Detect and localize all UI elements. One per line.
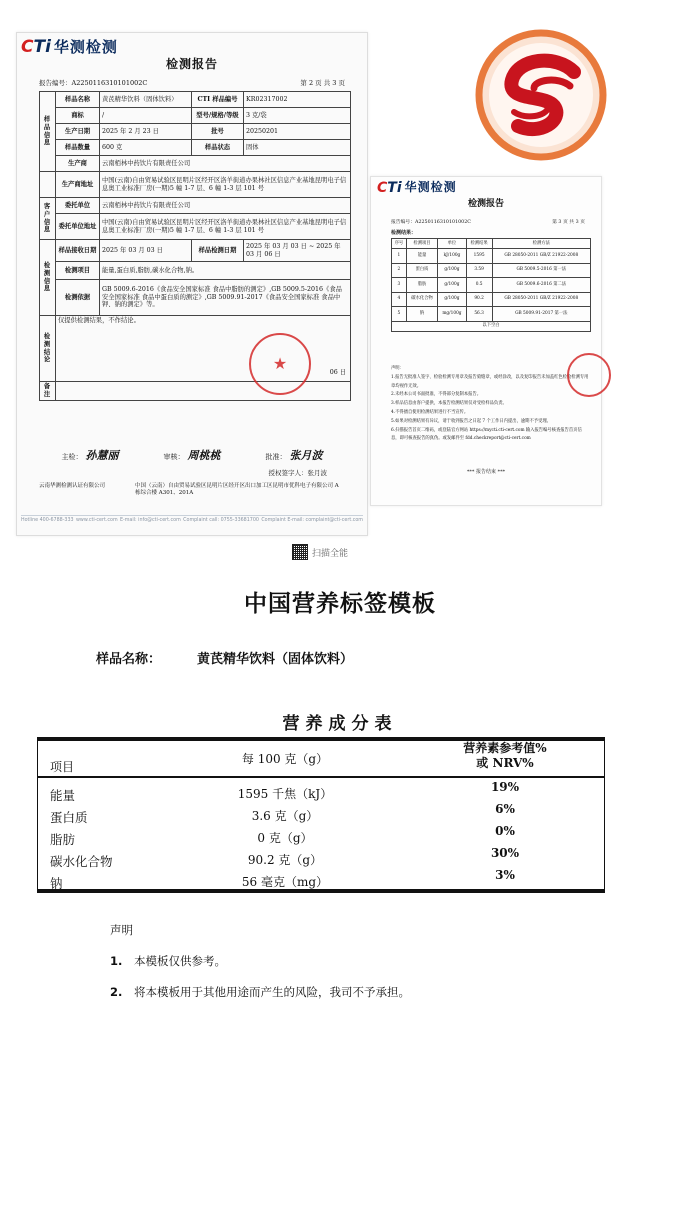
footer-complaint-call: Complaint call: 0755-33681700 [183,518,259,523]
cti-logo-mark: CTi [21,37,51,57]
footer-hotline: Hotline 400-6788-333 [21,518,74,523]
report-number: 报告编号：A2250116310101002C [39,79,148,87]
reviewer-label: 审核： [163,453,185,461]
inspection-stamp [567,353,611,397]
header-nrv [430,741,580,771]
group-conclusion: 检测结论 [40,316,56,382]
group-client-info: 客户信息 [40,198,56,240]
col-method: 检测方法 [492,239,590,249]
reviewer-signature: 周桃桃 [187,449,221,462]
label-sample-name: 样品名称 [56,92,100,108]
cti-logo [377,179,457,197]
blank-marker: 以下空白 [392,321,591,331]
cell-result: 1595 [466,249,492,264]
cti-logo-name: 华测检测 [404,180,457,195]
results-subtitle: 检测结果： [391,230,417,236]
qr-code-icon [292,544,308,560]
table-row [38,868,604,890]
col-no: 序号 [392,239,407,249]
value-client-address: 中国(云南)自由贸易试验区昆明片区经开区洛羊街道办果林社区信息产业基地昆明电子信息奥工业标准厂房(一期)5 幢 1-7 层、6 幢 1-3 层 101 号 [100,214,351,240]
notes-title: 声明： [391,366,404,371]
nutrient-amount: 56 毫克（mg） [241,875,329,889]
nutrient-amount: 90.2 克（g） [247,853,323,867]
header-nrv-line2: 或 NRV% [476,756,534,770]
header-item: 项目 [50,760,75,774]
value-maker-address: 中国(云南)自由贸易试验区昆明片区经开区洛羊街道办果林社区信息产业基地昆明电子信息奥工业标准厂房(一期)5 幢 1-7 层、6 幢 1-3 层 101 号 [100,172,351,198]
approver-signature: 张月波 [289,449,323,462]
note-item: 1.报告无批准人签字、检验检测专用章及报告骑缝章，或经涂改，以及复印报告未加盖红色检验检测专用章均视作无效。 [391,374,589,389]
inspection-stamp [249,333,311,395]
nutrition-table-title: 营养成分表 [282,714,398,734]
table-row [392,292,591,307]
table-row [392,307,591,322]
declaration-item [110,984,410,1000]
value-sample-name: 黄芪精华饮料（固体饮料） [100,92,192,108]
col-result: 检测结果 [466,239,492,249]
report-number: 报告编号：A2250116310101002C [391,220,471,225]
nutrient-amount: 1595 千焦（kJ） [237,787,333,801]
label-test-date: 样品检测日期 [192,240,244,262]
declaration-item [110,953,226,969]
value-prod-date: 2025 年 2 月 23 日 [100,124,192,140]
table-row [38,846,604,868]
authorized-signatory: 授权签字人：张月波 [268,469,327,477]
note-item: 4.不得擅自使用检测结果进行不当宣传。 [391,409,469,415]
conclusion-text: 仅提供检测结果，不作结论。 [58,317,140,324]
nutrition-table-header [38,741,604,778]
cell-no: 4 [392,292,407,307]
label-test-basis: 检测依据 [56,280,100,316]
report-page-3 [370,176,602,506]
col-item: 检测项目 [406,239,437,249]
cell-no: 1 [392,249,407,264]
report-meta [391,220,585,226]
note-item: 5.如果对检测结果有异议，请于收到报告之日起 7 个工作日内提出，逾期不予受理。 [391,418,551,424]
cell-unit: g/100g [438,278,466,293]
table-row [38,824,604,846]
table-row [392,249,591,264]
cell-method: GB 28050-2011 GB/Z 21922-2008 [492,249,590,264]
table-row [38,802,604,824]
cell-method: GB 5009.5-2016 第一法 [492,263,590,278]
value-client: 云南栢林中药饮片有限责任公司 [100,198,351,214]
value-receive-date: 2025 年 03 月 03 日 [100,240,192,262]
cell-item: 碳水化合物 [406,292,437,307]
value-test-basis: GB 5009.6-2016《食品安全国家标准 食品中脂肪的测定》,GB 5009.5-2016《食品安全国家标准 食品中蛋白质的测定》,GB 5009.91-2017《食品安全国家标准 食品中钾、钠的测定》等。 [100,280,351,316]
label-qty: 样品数量 [56,140,100,156]
sample-name-label: 样品名称： [96,652,162,667]
cell-no: 5 [392,307,407,322]
value-brand: / [100,108,192,124]
nutrient-nrv: 6% [495,802,515,816]
footer-email: E-mail: info@cti-cert.com [120,518,181,523]
main-inspector-signature: 孙慧丽 [85,449,119,462]
report-footer [39,483,345,497]
sample-name-value: 黄芪精华饮料（固体饮料） [197,652,354,667]
signature-row [39,449,345,463]
report-contact-bar [21,515,363,524]
report-page-number: 第 3 页 共 3 页 [552,220,585,225]
cti-logo-mark: CTi [377,180,402,196]
nutrient-amount: 3.6 克（g） [251,809,319,823]
cell-method: GB 5009.91-2017 第一法 [492,307,590,322]
footer-website: www.cti-cert.com [75,518,118,523]
approver-label: 批准： [265,453,287,461]
cell-item: 钠 [406,307,437,322]
report-page-2 [16,32,368,536]
value-state: 固体 [244,140,351,156]
label-test-items: 检测项目 [56,262,100,280]
group-remark: 备注 [40,382,56,401]
report-notes [391,365,589,444]
cell-unit: g/100g [438,292,466,307]
label-brand: 商标 [56,108,100,124]
cti-logo-name: 华测检测 [53,38,118,57]
report-meta [39,79,345,87]
declaration-text: 将本模板用于其他用途而产生的风险，我司不予承担。 [134,985,410,999]
label-cti-no: CTI 样品编号 [192,92,244,108]
declaration-text: 本模板仅供参考。 [134,954,226,968]
footer-company: 云南华测检测认证有限公司 [39,483,106,489]
label-receive-date: 样品接收日期 [56,240,100,262]
nutrient-nrv: 0% [495,824,515,838]
table-row [392,278,591,293]
brand-seal-logo [474,28,608,162]
value-model: 3 克/袋 [244,108,351,124]
note-item: 6.扫描报告首页二维码，或登陆官方网站 https://mycti.cti-cert.com 输入报告编号核查报告首页信息，即可核查报告的真伪。或发邮件至 fdd.checkreport@cti-cert.com [391,427,582,442]
note-item: 2.未经本公司书面批准，不得部分复制本报告。 [391,392,482,398]
nutrient-nrv: 3% [495,868,515,882]
report-title: 检测报告 [467,199,504,209]
header-nrv-line1: 营养素参考值% [463,741,547,755]
cell-unit: g/100g [438,263,466,278]
nutrient-nrv: 30% [490,846,520,860]
table-row [38,780,604,802]
nutrient-name: 脂肪 [50,832,76,847]
label-state: 样品状态 [192,140,244,156]
report-page-number: 第 2 页 共 3 页 [300,79,345,87]
scanner-watermark: 扫描全能 [312,549,349,559]
group-test-info: 检测信息 [40,240,56,316]
footer-address: 中国（云南）自由贸易试验区昆明片区经开区出口加工区昆明市优科电子有限公司 A 栋综合楼 A301、201A [135,483,339,496]
value-test-items: 能量,蛋白质,脂肪,碳水化合物,钠。 [100,262,351,280]
report-end: *** 报告结束 *** [466,469,506,475]
declaration-number: 1. [110,954,123,968]
label-batch: 批号 [192,124,244,140]
nutrient-nrv: 19% [490,780,520,794]
cell-no: 3 [392,278,407,293]
nutrient-name: 钠 [50,876,63,891]
cell-unit: mg/100g [438,307,466,322]
report-title: 检测报告 [165,57,218,71]
label-maker: 生产商 [56,156,100,172]
cell-result: 0.5 [466,278,492,293]
cell-method: GB 28050-2011 GB/Z 21922-2008 [492,292,590,307]
cell-result: 90.2 [466,292,492,307]
cell-item: 蛋白质 [406,263,437,278]
cell-unit: kJ/100g [438,249,466,264]
value-batch: 20250201 [244,124,351,140]
nutrition-facts-table [37,737,605,893]
group-sample-info: 样品信息 [40,92,56,172]
label-prod-date: 生产日期 [56,124,100,140]
value-qty: 600 克 [100,140,192,156]
cell-item: 脂肪 [406,278,437,293]
nutrient-name: 蛋白质 [50,810,88,825]
results-table [391,238,591,332]
main-inspector-label: 主检： [61,453,83,461]
value-test-date: 2025 年 03 月 03 日 ~ 2025 年 03 月 06 日 [244,240,351,262]
cti-logo [21,37,118,58]
declaration-number: 2. [110,985,123,999]
table-row [392,263,591,278]
col-unit: 单位 [438,239,466,249]
stamp-date: 06 日 [329,369,346,377]
label-maker-address: 生产商地址 [56,172,100,198]
value-cti-no: KR02317002 [244,92,351,108]
nutrient-name: 碳水化合物 [50,854,113,869]
value-maker: 云南栢林中药饮片有限责任公司 [100,156,351,172]
nutrient-name: 能量 [50,788,76,803]
sample-name [96,648,353,667]
label-client-address: 委托单位地址 [56,214,100,240]
label-model: 型号/规格/等级 [192,108,244,124]
template-title: 中国营养标签模板 [244,591,436,617]
header-per-100g: 每 100 克（g） [241,752,329,766]
cell-item: 能量 [406,249,437,264]
cell-method: GB 5009.6-2016 第二法 [492,278,590,293]
nutrient-amount: 0 克（g） [257,831,313,845]
footer-complaint-email: Complaint E-mail: complaint@cti-cert.com [261,518,363,523]
label-client: 委托单位 [56,198,100,214]
declaration-title: 声明 [110,923,133,937]
cell-result: 3.59 [466,263,492,278]
star-icon: ★ [272,354,288,373]
cell-no: 2 [392,263,407,278]
note-item: 3.样品信息由客户提供，本报告检测结果仅对受检样品负责。 [391,401,507,407]
cell-result: 56.3 [466,307,492,322]
